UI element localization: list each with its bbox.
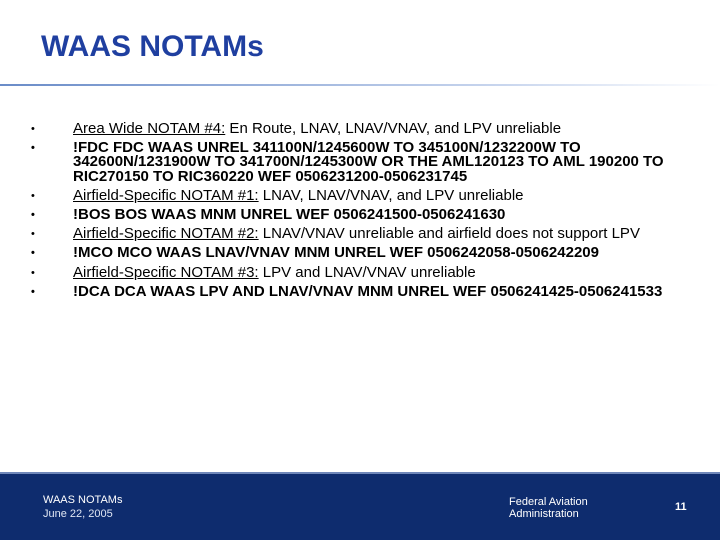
notam-bullet-list [28, 122, 668, 304]
notam-label: Airfield-Specific NOTAM #1: [73, 186, 259, 204]
notam-code: !DCA DCA WAAS LPV AND LNAV/VNAV MNM UNREL WEF 0506241425-0506241533 [73, 282, 663, 300]
bullet-dot: • [31, 228, 35, 241]
bullet-item [28, 186, 668, 204]
bullet-dot: • [31, 209, 35, 222]
bullet-item [28, 227, 668, 241]
bullet-item [28, 246, 668, 260]
notam-code: !FDC FDC WAAS UNREL 341100N/1245600W TO 345100N/1232200W TO 342600N/1231900W TO 341700N/1245300W OR THE AML120123 TO AML 190200 TO RIC270150 TO RIC360220 WEF 0506231200-0506231745 [73, 139, 664, 185]
org-line-1: Federal Aviation [509, 496, 588, 508]
notam-label: Airfield-Specific NOTAM #2: [73, 225, 259, 243]
footer-title: WAAS NOTAMs [43, 494, 123, 506]
org-line-2: Administration [509, 508, 579, 520]
bullet-dot: • [31, 189, 35, 202]
notam-code: !MCO MCO WAAS LNAV/VNAV MNM UNREL WEF 0506242058-0506242209 [73, 244, 599, 262]
footer-date: June 22, 2005 [43, 508, 113, 520]
bullet-item [28, 122, 668, 136]
notam-description: LNAV/VNAV unreliable and airfield does not support LPV [258, 225, 640, 243]
slide-footer [0, 474, 720, 540]
notam-label: Area Wide NOTAM #4: [73, 120, 226, 137]
bullet-item [28, 141, 668, 184]
bullet-dot: • [31, 142, 35, 155]
slide-title: WAAS NOTAMs [41, 30, 264, 63]
bullet-item [28, 263, 668, 281]
notam-description: LNAV, LNAV/VNAV, and LPV unreliable [258, 186, 524, 204]
bullet-dot: • [31, 123, 35, 135]
bullet-dot: • [31, 285, 35, 298]
bullet-dot: • [31, 266, 35, 279]
notam-label: Airfield-Specific NOTAM #3: [73, 263, 259, 281]
footer-organization [509, 496, 588, 520]
page-number: 11 [675, 501, 687, 513]
bullet-item [28, 282, 668, 300]
notam-code: !BOS BOS WAAS MNM UNREL WEF 0506241500-0506241630 [73, 206, 506, 224]
bullet-dot: • [31, 247, 35, 260]
bullet-item [28, 208, 668, 222]
notam-description: LPV and LNAV/VNAV unreliable [258, 263, 476, 281]
title-divider [0, 84, 720, 86]
notam-description: En Route, LNAV, LNAV/VNAV, and LPV unreliable [225, 120, 562, 137]
